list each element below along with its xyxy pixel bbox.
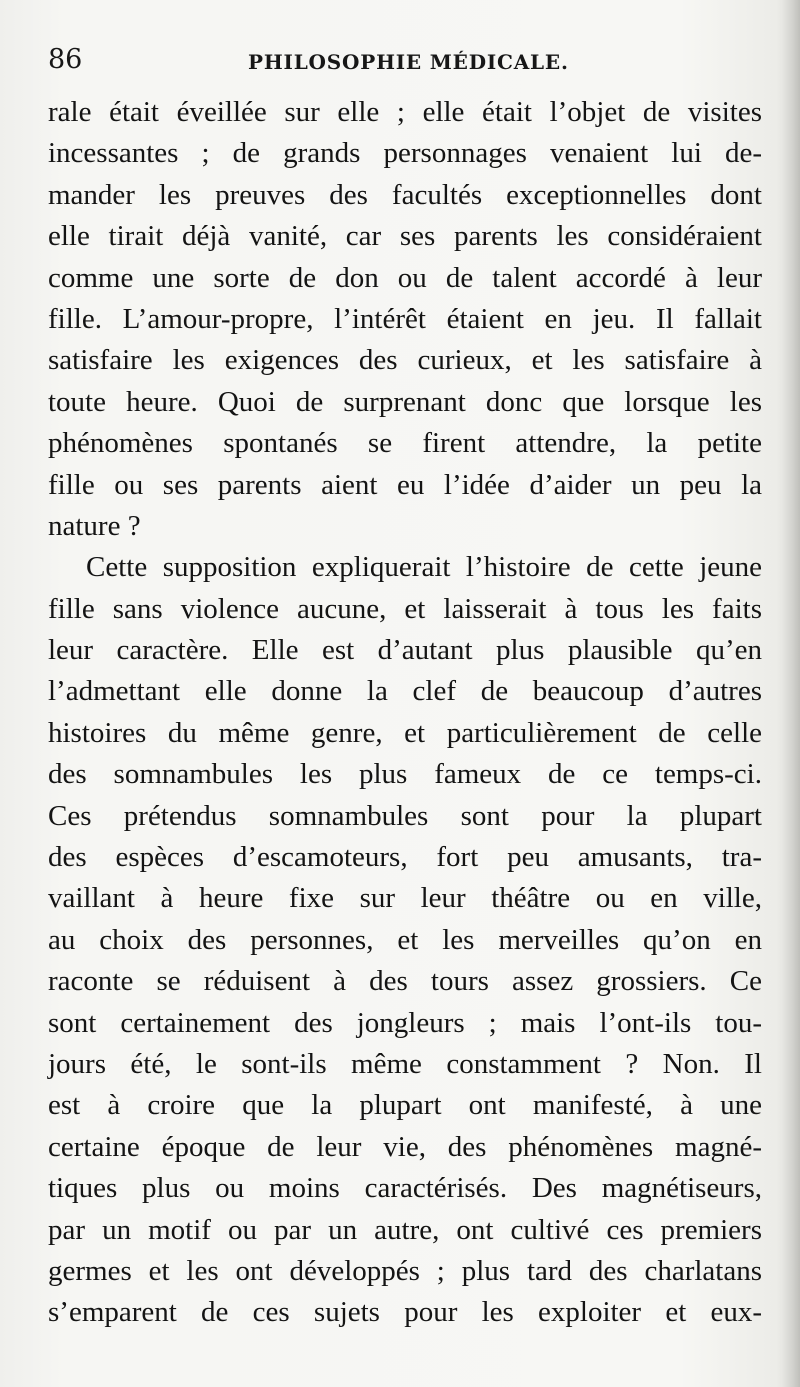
text-line: raconte se réduisent à des tours assez grossiers. Ce xyxy=(48,965,762,998)
text-line-paragraph-end: nature ? xyxy=(48,509,141,542)
text-line: des espèces d’escamoteurs, fort peu amusants, tra- xyxy=(48,841,762,874)
text-line: comme une sorte de don ou de talent accordé à leur xyxy=(48,261,762,294)
text-line: fille sans violence aucune, et laisserait à tous les faits xyxy=(48,592,762,625)
text-line: mander les preuves des facultés exceptionnelles dont xyxy=(48,178,762,211)
running-head: PHILOSOPHIE MÉDICALE. xyxy=(248,50,569,74)
text-line: certaine époque de leur vie, des phénomènes magné- xyxy=(48,1130,762,1163)
text-line: fille ou ses parents aient eu l’idée d’aider un peu la xyxy=(48,468,762,501)
text-line: rale était éveillée sur elle ; elle était l’objet de visites xyxy=(48,96,762,128)
text-line: au choix des personnes, et les merveilles qu’on en xyxy=(48,923,762,956)
text-line: tiques plus ou moins caractérisés. Des magnétiseurs, xyxy=(48,1172,762,1205)
text-line: incessantes ; de grands personnages venaient lui de- xyxy=(48,137,762,170)
page-number: 86 xyxy=(48,44,83,75)
text-line: l’admettant elle donne la clef de beaucoup d’autres xyxy=(48,675,762,708)
text-line: Ces prétendus somnambules sont pour la plupart xyxy=(48,799,762,832)
text-line: par un motif ou par un autre, ont cultivé ces premiers xyxy=(48,1213,762,1246)
text-line-paragraph-start: Cette supposition expliquerait l’histoire de cette jeune xyxy=(86,551,762,584)
text-line: vaillant à heure fixe sur leur théâtre ou en ville, xyxy=(48,882,762,915)
text-line: phénomènes spontanés se firent attendre, la petite xyxy=(48,427,762,460)
text-line: jours été, le sont-ils même constamment ? Non. Il xyxy=(48,1047,762,1080)
text-line: s’emparent de ces sujets pour les exploiter et eux- xyxy=(48,1296,762,1329)
text-line: satisfaire les exigences des curieux, et les satisfaire à xyxy=(48,344,762,377)
body-text xyxy=(48,92,762,1334)
text-line: elle tirait déjà vanité, car ses parents les considéraient xyxy=(48,220,762,253)
text-line: est à croire que la plupart ont manifesté, à une xyxy=(48,1089,762,1122)
text-line: des somnambules les plus fameux de ce temps-ci. xyxy=(48,758,762,791)
text-line: fille. L’amour-propre, l’intérêt étaient en jeu. Il fallait xyxy=(48,302,762,335)
text-line: histoires du même genre, et particulièrement de celle xyxy=(48,716,762,749)
text-line: leur caractère. Elle est d’autant plus plausible qu’en xyxy=(48,634,762,667)
page-header xyxy=(48,44,758,84)
page-gutter-shadow xyxy=(782,0,800,1387)
text-line: toute heure. Quoi de surprenant donc que lorsque les xyxy=(48,385,762,418)
text-line: germes et les ont développés ; plus tard des charlatans xyxy=(48,1254,762,1287)
text-line: sont certainement des jongleurs ; mais l’ont-ils tou- xyxy=(48,1006,762,1039)
